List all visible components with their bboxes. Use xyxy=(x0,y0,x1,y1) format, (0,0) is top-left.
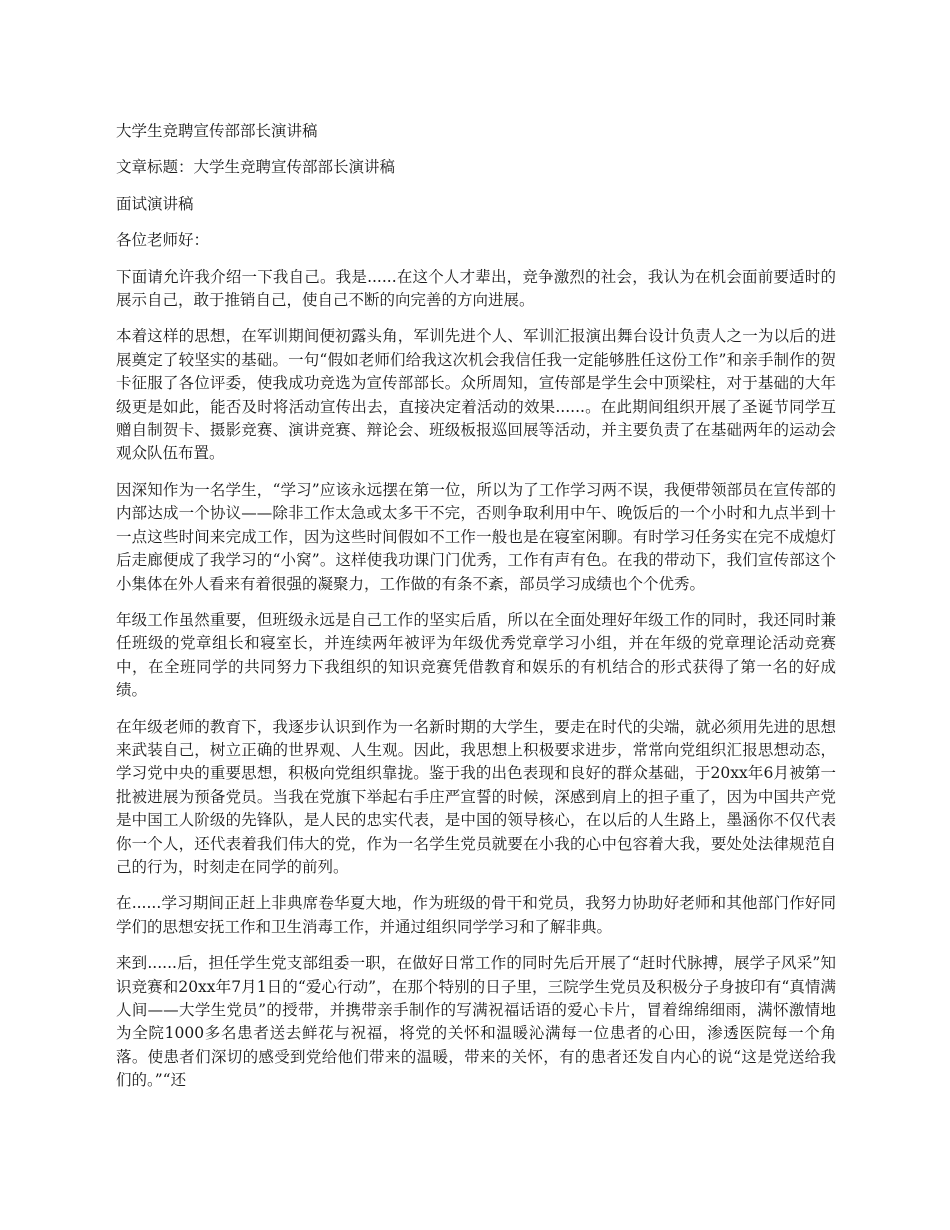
paragraph-love-action: 来到......后，担任学生党支部组委一职，在做好日常工作的同时先后开展了“赶时代脉搏，展学子风采”知识竞赛和20xx年7月1日的“爱心行动”，在那个特别的日子里，三院学生党员及积极分子身披印有“真情满人间——大学生党员”的授带，并携带亲手制作的写满祝福话语的爱心卡片，冒着绵绵细雨，满怀激情地为全院1000多名患者送去鲜花与祝福，将党的关怀和温暖沁满每一位患者的心田，渗透医院每一个角落。使患者们深切的感受到党给他们带来的温暖，带来的关怀，有的患者还发自内心的说“这是党送给我们的。”“还 xyxy=(116,954,836,1090)
article-title: 文章标题：大学生竞聘宣传部部长演讲稿 xyxy=(116,158,396,177)
paragraph-sars: 在......学习期间正赶上非典席卷华夏大地，作为班级的骨干和党员，我努力协助好老师和其他部门作好同学们的思想安抚工作和卫生消毒工作，并通过组织同学学习和了解非典。 xyxy=(116,894,836,936)
category-label: 面试演讲稿 xyxy=(116,194,194,213)
paragraph-class-work: 年级工作虽然重要，但班级永远是自己工作的坚实后盾，所以在全面处理好年级工作的同时，我还同时兼任班级的党章组长和寝室长，并连续两年被评为年级优秀党章学习小组，并在年级的党章理论活动竞赛中，在全班同学的共同努力下我组织的知识竞赛凭借教育和娱乐的有机结合的形式获得了第一名的好成绩。 xyxy=(116,610,836,700)
paragraph-intro: 下面请允许我介绍一下我自己。我是......在这个人才辈出，竞争激烈的社会，我认为在机会面前要适时的展示自己，敢于推销自己，使自己不断的向完善的方向进展。 xyxy=(116,267,836,310)
document-page xyxy=(116,120,836,1106)
document-title: 大学生竞聘宣传部部长演讲稿 xyxy=(116,122,318,140)
paragraph-military-training: 本着这样的思想，在军训期间便初露头角，军训先进个人、军训汇报演出舞台设计负责人之一为以后的进展奠定了较坚实的基础。一句“假如老师们给我这次机会我信任我一定能够胜任这份工作”和亲手制作的贺卡征服了各位评委，使我成功竞选为宣传部部长。众所周知，宣传部是学生会中顶梁柱，对于基础的大年级更是如此，能否及时将活动宣传出去，直接决定着活动的效果......。在此期间组织开展了圣诞节同学互赠自制贺卡、摄影竞赛、演讲竞赛、辩论会、班级板报巡回展等活动，并主要负责了在基础两年的运动会观众队伍布置。 xyxy=(116,327,836,463)
greeting: 各位老师好： xyxy=(116,231,210,250)
paragraph-study: 因深知作为一名学生，“学习”应该永远摆在第一位，所以为了工作学习两不误，我便带领部员在宣传部的内部达成一个协议——除非工作太急或太多干不完，否则争取利用中午、晚饭后的一个小时和九点半到十一点这些时间来完成工作，因为这些时间假如不工作一般也是在寝室闲聊。有时学习任务实在完不成熄灯后走廊便成了我学习的“小窝”。这样使我功课门门优秀，工作有声有色。在我的带动下，我们宣传部这个小集体在外人看来有着很强的凝聚力，工作做的有条不紊，部员学习成绩也个个优秀。 xyxy=(116,480,836,593)
paragraph-party: 在年级老师的教育下，我逐步认识到作为一名新时期的大学生，要走在时代的尖端，就必须用先进的思想来武装自己，树立正确的世界观、人生观。因此，我思想上积极要求进步，常常向党组织汇报思想动态，学习党中央的重要思想，积极向党组织靠拢。鉴于我的出色表现和良好的群众基础，于20xx年6月被第一批被进展为预备党员。当我在党旗下举起右手庄严宣誓的时候，深感到肩上的担子重了，因为中国共产党是中国工人阶级的先锋队，是人民的忠实代表，是中国的领导核心，在以后的人生路上，墨涵你不仅代表你一个人，还代表着我们伟大的党，作为一名学生党员就要在小我的心中包容着大我，要处处法律规范自己的行为，时刻走在同学的前列。 xyxy=(116,717,836,876)
